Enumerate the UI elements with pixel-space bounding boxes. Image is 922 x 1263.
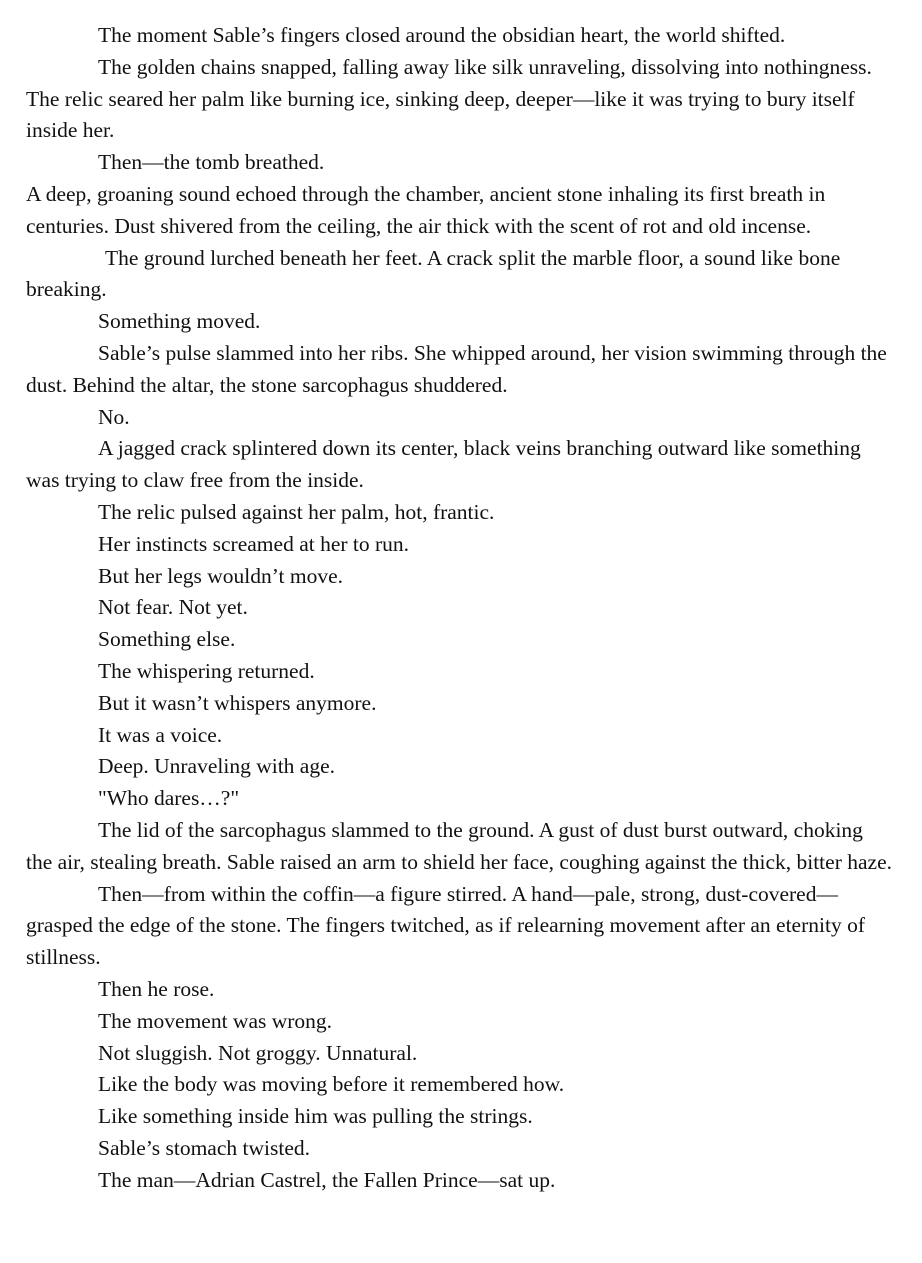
paragraph-6: Something moved. [98, 309, 261, 334]
paragraph-9: A jagged crack splintered down its center, black veins branching outward like something was trying to claw free from the inside. [26, 436, 861, 493]
paragraph-11: Her instincts screamed at her to run. [98, 531, 410, 556]
paragraph-12: But her legs wouldn’t move. [98, 563, 344, 588]
paragraph-15: The whispering returned. [98, 658, 315, 683]
paragraph-23: The movement was wrong. [98, 1008, 333, 1033]
paragraph-8: No. [98, 404, 130, 429]
paragraph-7: Sable’s pulse slammed into her ribs. She whipped around, her vision swimming through the dust. Behind the altar, the stone sarcophagus shuddered. [26, 340, 887, 397]
paragraph-25: Like the body was moving before it remembered how. [98, 1072, 565, 1097]
paragraph-26: Like something inside him was pulling the strings. [98, 1104, 533, 1129]
paragraph-22: Then he rose. [98, 976, 215, 1001]
paragraph-3: Then—the tomb breathed. [98, 150, 325, 175]
paragraph-4: A deep, groaning sound echoed through the chamber, ancient stone inhaling its first breath in centuries. Dust shivered from the ceiling, the air thick with the scent of rot and old incense. [26, 181, 826, 238]
paragraph-13: Not fear. Not yet. [98, 595, 248, 620]
paragraph-1: The moment Sable’s fingers closed around the obsidian heart, the world shifted. [98, 23, 786, 47]
paragraph-17: It was a voice. [98, 722, 223, 747]
paragraph-10: The relic pulsed against her palm, hot, frantic. [98, 499, 495, 524]
paragraph-14: Something else. [98, 627, 236, 652]
paragraph-2: The golden chains snapped, falling away like silk unraveling, dissolving into nothingness. The relic seared her palm like burning ice, sinking deep, deeper—like it was trying to bury itself inside her. [26, 54, 872, 143]
paragraph-27: Sable’s stomach twisted. [98, 1135, 310, 1160]
paragraph-20: The lid of the sarcophagus slammed to the ground. A gust of dust burst outward, choking the air, stealing breath. Sable raised an arm to shield her face, coughing against the thick, bitter haze. [26, 817, 892, 874]
paragraph-18: Deep. Unraveling with age. [98, 754, 336, 779]
paragraph-28: The man—Adrian Castrel, the Fallen Prince—sat up. [98, 1167, 556, 1192]
paragraph-21: Then—from within the coffin—a figure stirred. A hand—pale, strong, dust-covered—grasped the edge of the stone. The fingers twitched, as if relearning movement after an eternity of stillness. [26, 881, 865, 970]
paragraph-19: "Who dares…?" [98, 786, 240, 811]
paragraph-16: But it wasn’t whispers anymore. [98, 690, 377, 715]
paragraph-5: The ground lurched beneath her feet. A crack split the marble floor, a sound like bone breaking. [26, 245, 841, 302]
paragraph-24: Not sluggish. Not groggy. Unnatural. [98, 1040, 418, 1065]
